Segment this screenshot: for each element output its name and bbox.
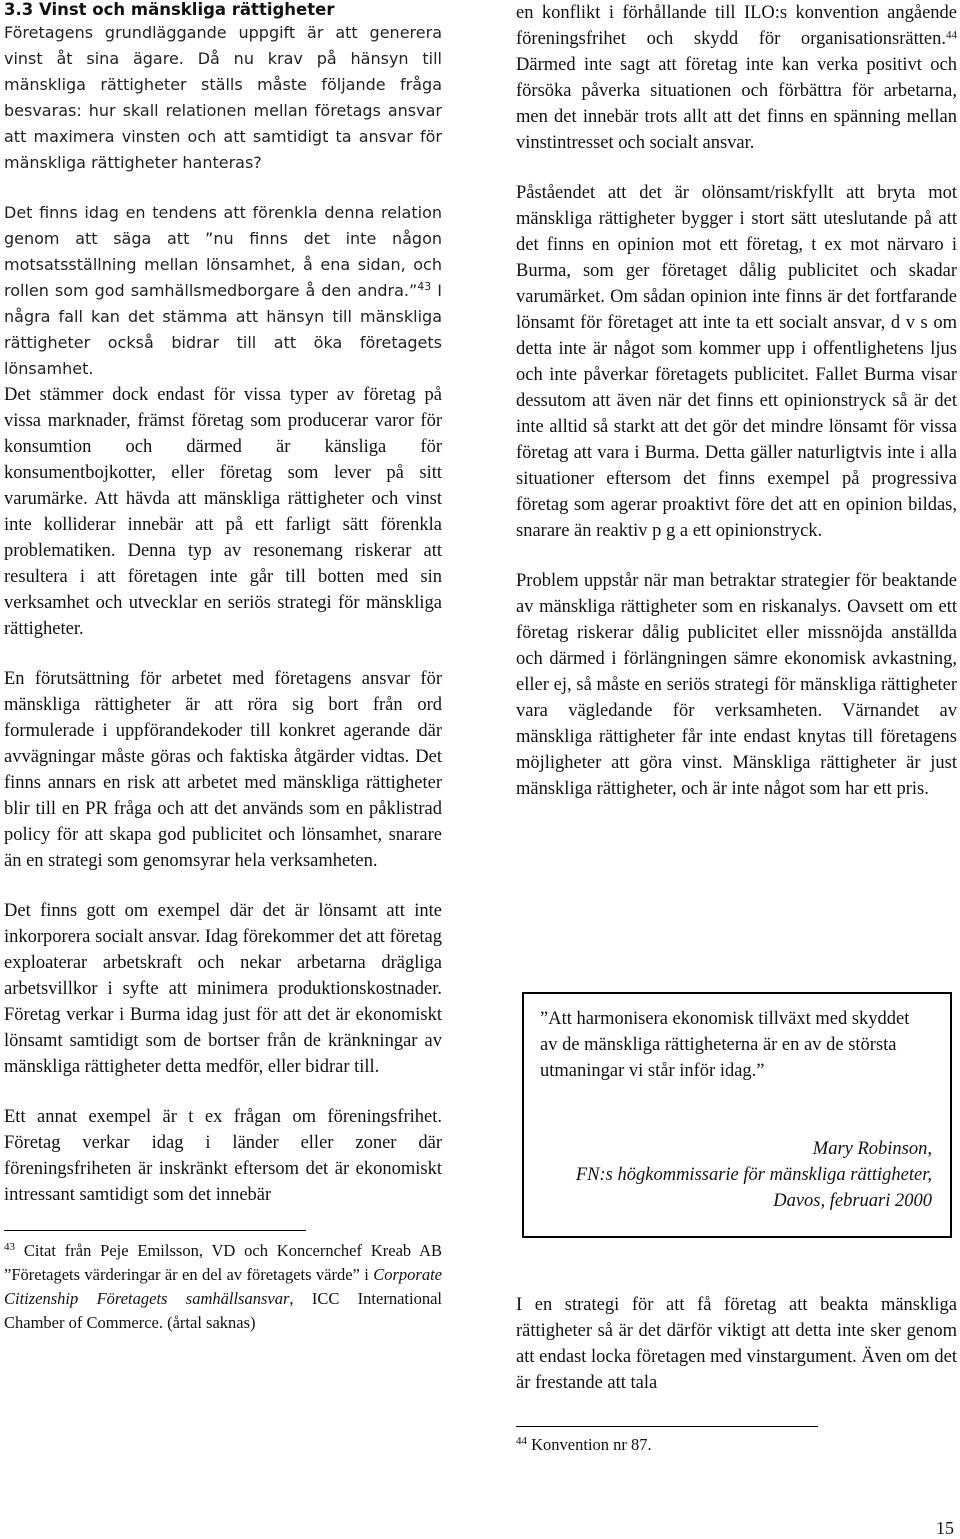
footnote-43-text-1: Citat från Peje Emilsson, VD och Koncernchef Kreab AB ”Företagets värderingar är en del av företagets värde” i xyxy=(4,1241,442,1284)
paragraph-gap xyxy=(4,874,442,898)
right-column xyxy=(516,0,957,802)
quote-place-date: Davos, februari 2000 xyxy=(773,1191,932,1211)
paragraph-tendency xyxy=(4,200,442,382)
footnote-44 xyxy=(516,1433,957,1457)
paragraph-gap xyxy=(516,156,957,180)
intro-text-1: Företagens grundläggande uppgift är att generera vinst åt sina ägare. xyxy=(4,23,442,68)
paragraph-examples: Det finns gott om exempel där det är lönsamt att inte inkorporera socialt ansvar. Idag förekommer det att företag exploaterar arbetskraft och nekar arbetarna drägliga arbetsvillkor i syfte att minimera produktionskostnader. Företag verkar i Burma idag just för att det är ekonomiskt lönsamt samtidigt som de bortser från de kränkningar av mänskliga rättigheter detta medför, eller bidrar till. xyxy=(4,901,442,1077)
paragraph-freedom-of-association: Ett annat exempel är t ex frågan om föreningsfrihet. Företag verkar idag i länder eller zoner där föreningsfriheten är inskränkt eftersom det är ekonomiskt intressant samtidigt som det innebär xyxy=(4,1107,442,1205)
footnote-ref-43: 43 xyxy=(417,280,432,293)
paragraph-gap xyxy=(4,642,442,666)
intro-text-2: Då nu krav på hänsyn till mänskliga rättigheter ställs måste följande fråga besvaras: hur skall relationen mellan företags ansvar att maximera vinsten och att samtidigt ta ansvar för mänskliga rättigheter hanteras? xyxy=(4,49,442,172)
paragraph-claim: Påståendet att det är olönsamt/riskfyllt att bryta mot mänskliga rättigheter bygger i stort sätt uteslutande på att det finns en opinion mot ett företag, t ex mot närvaro i Burma, som ger företaget dålig publicitet och skadar varumärket. Om sådan opinion inte finns är det fortfarande lönsamt för företaget att inte ta ett socialt ansvar, d v s om detta inte är något som kommer upp i offentlighetens ljus och inte påverkar företagets publicitet. Fallet Burma visar dessutom att även när det finns ett opinionstryck så är det inte alltid så starkt att det gör det mindre lönsamt för vissa företag att vara i Burma. Detta gäller naturligtvis inte i alla situationer eftersom det finns exempel på progressiva företag som agerar proaktivt före det att en opinion bildas, snarare än reaktiv p g a ett opinionstryck. xyxy=(516,183,957,541)
footnote-spacer xyxy=(4,1208,442,1230)
footnote-divider xyxy=(4,1230,306,1231)
paragraph-gap xyxy=(4,1080,442,1104)
paragraph-gap xyxy=(516,544,957,568)
footnote-43 xyxy=(4,1239,442,1335)
quote-box xyxy=(522,992,952,1238)
paragraph-intro xyxy=(4,20,442,176)
paragraph-gap xyxy=(4,176,442,200)
ilo-text-2: Därmed inte sagt att företag inte kan verka positivt och försöka påverka situationen och förbättra för arbetarna, men det innebär trots allt att det finns en spänning mellan vinstintresset och socialt ansvar. xyxy=(516,55,957,153)
right-column-bottom xyxy=(516,1292,957,1457)
paragraph-tendency-cont: Det stämmer dock endast för vissa typer av företag på vissa marknader, främst företag som producerar varor för konsumtion och därmed är känsliga för konsumentbojkotter, eller företag som lever på sitt varumärke. Att hävda att mänskliga rättigheter och vinst inte kolliderar innebär att på ett farligt sätt förenkla problematiken. Denna typ av resonemang riskerar att resultera i att företagen inte går till botten med sin verksamhet och utvecklar en seriös strategi för mänskliga rättigheter. xyxy=(4,385,442,639)
paragraph-strategy: I en strategi för att få företag att beakta mänskliga rättigheter så är det därför viktigt att detta inte sker genom att endast locka företagen med vinstargument. Även om det är frestande att tala xyxy=(516,1295,957,1393)
paragraph-prerequisite: En förutsättning för arbetet med företagens ansvar för mänskliga rättigheter är att röra sig bort från ord formulerade i uppförandekoder till konkret agerande där avvägningar måste göras och faktiska åtgärder vidtas. Det finns annars en risk att arbetet med mänskliga rättigheter blir till en PR fråga och att det används som en påklistrad policy för att skapa god publicitet och lönsamhet, snarare än en strategi som genomsyrar hela verksamheten. xyxy=(4,669,442,871)
footnote-ref-44: 44 xyxy=(946,29,957,41)
footnote-divider xyxy=(516,1426,818,1427)
ilo-text-1: en konflikt i förhållande till ILO:s konvention angående föreningsfrihet och skydd för organisationsrätten. xyxy=(516,3,957,49)
left-column xyxy=(4,0,442,1335)
footnote-number-44: 44 xyxy=(516,1435,527,1447)
paragraph-ilo xyxy=(516,0,957,156)
tendency-text-1: Det finns idag en tendens att förenkla denna relation genom att säga att ”nu finns det inte någon motsatsställning mellan lönsamhet, å ena sidan, och rollen som god samhällsmedborgare å den andra.” xyxy=(4,203,442,300)
footnote-spacer xyxy=(516,1396,957,1426)
footnote-number-43: 43 xyxy=(4,1241,15,1253)
quote-attribution xyxy=(576,1136,932,1214)
quote-author: Mary Robinson, xyxy=(812,1139,932,1159)
quote-text: ”Att harmonisera ekonomisk tillväxt med skyddet av de mänskliga rättigheterna är en av de största utmaningar vi står inför idag.” xyxy=(540,1009,910,1081)
footnote-43-text-2: , ICC International Chamber of Commerce. (årtal saknas) xyxy=(4,1289,442,1332)
tendency-text-2: I några fall kan det stämma att hänsyn till mänskliga rättigheter också bidrar till att öka företagets lönsamhet. xyxy=(4,281,443,378)
quote-author-title: FN:s högkommissarie för mänskliga rättigheter, xyxy=(575,1165,932,1185)
paragraph-problem: Problem uppstår när man betraktar strategier för beaktande av mänskliga rättigheter som en riskanalys. Oavsett om ett företag riskerar dålig publicitet eller missnöjda anställda och därmed i förlängningen sämre ekonomisk avkastning, eller ej, så måste en seriös strategi för mänskliga rättigheter vara vägledande för verksamheten. Värnandet av mänskliga rättigheter får inte endast knytas till företagens möjligheter att göra vinst. Mänskliga rättigheter är just mänskliga rättigheter, och är inte något som har ett pris. xyxy=(516,571,957,799)
page-number: 15 xyxy=(936,1518,954,1538)
footnote-43-title: Corporate Citizenship Företagets samhällsansvar xyxy=(4,1265,442,1308)
footnote-44-text: Konvention nr 87. xyxy=(527,1435,652,1454)
section-heading: 3.3 Vinst och mänskliga rättigheter xyxy=(4,0,335,19)
